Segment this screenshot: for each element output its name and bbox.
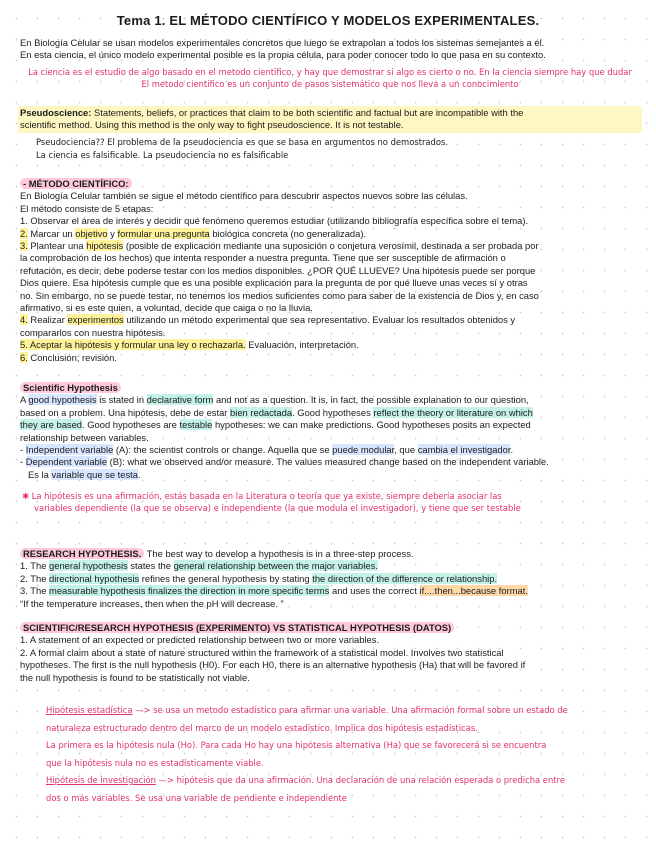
step-2: 2. Marcar un objetivo y formular una pregunta biológica concreta (no generalizada). [20, 227, 367, 239]
research-heading: RESEARCH HYPOTHESIS. [20, 548, 144, 559]
statistics-handwritten-note: Hipótesis estadística —> se usa un metodo estadístico para afirmar una variable. Una afirmación formal sobre un estado de naturaleza estructurado dentro del marco de un modelo estadístico. Implica dos hipótesis estadísticas. La primera es la hipótesis nula (Ho). Para cada Ho hay una hipótesis alternativa (Ha) que se favorecerá si se encuentra que la hipótesis nula no es estadísticamente viable. Hipótesis de investigación —> hipótesis que da una afirmación. Una declaración de una relación esperada o predicha entre dos o más variables. Se usa una variable de pendiente e independiente [46, 705, 568, 803]
pseudoscience-label: Pseudoscience: [20, 107, 92, 118]
page-title: Tema 1. EL MÉTODO CIENTÍFICO Y MODELOS EXPERIMENTALES. [116, 13, 540, 28]
step-3: 3. Plantear una hipótesis (posible de explicación mediante una suposición o conjetura verosímil, destinada a ser probada por [20, 240, 539, 252]
vs-heading: SCIENTIFIC/RESEARCH HYPOTHESIS (EXPERIMENTO) VS STATISTICAL HYPOTHESIS (DATOS) [20, 622, 454, 633]
research-hypothesis-section: RESEARCH HYPOTHESIS. The best way to develop a hypothesis is in a three-step process. 1. The general hypothesis states the general relationship between the major variables. 2. The directional hypothesis refines the general hypothesis by stating the direction of the difference or relationship. 3. The measurable hypothesis finalizes the direction in more specific terms and uses the correct if....then...because format. “If the temperature increases, then when the pH will decrease. ” [20, 548, 528, 609]
pseudoscience-definition: Pseudoscience: Statements, beliefs, or practices that claim to be both scientific and factual but are incompatible with the scientific method. Using this method is the only way to fight pseudoscience. It is not testable. [18, 106, 642, 133]
hypothesis-heading: Scientific Hypothesis [20, 382, 121, 393]
intro-handwritten-note: La ciencia es el estudio de algo basado en el metodo cientifico, y hay que demostrar si algo es cierto o no. En la ciencia siempre hay que dudar El metodo cientifico es un conjunto de pasos sistemático que nos lleva a un conocimiento [28, 67, 632, 90]
pseudoscience-note: Pseudociencia?? El problema de la pseudociencia es que se basa en argumentos no demostrados. La ciencia es falsificable. La pseudociencia no es falsificable [36, 137, 449, 160]
hypothesis-handwritten-note: ✱ La hipótesis es una afirmación, estás basada en la Literatura o teoría que ya existe, siempre debería asociar las variables dependiente (la que se observa) e independiente (la que modula el investigador), y tiene que ser testable [22, 491, 521, 514]
intro-paragraph: En Biología Celular se usan modelos experimentales concretos que luego se extrapolan a todos los sistemas semejantes a él. En esta ciencia, el único modelo experimental posible es la propia célula, para poder conocer todo lo que pasa en su contexto. [20, 37, 546, 61]
scientific-hypothesis-section: Scientific Hypothesis A good hypothesis is stated in declarative form and not as a question. It is, in fact, the possible explanation to our question, based on a problem. Una hipótesis, debe de estar bien redactada. Good hypotheses reflect the theory or literature on which they are based. Good hypotheses are testable hypotheses: we can make predictions. Good hypotheses posits an expected relationship between variables. - Independent variable (A): the scientist controls or change. Aquella que se puede modular, que cambia el investigador. - Dependent variable (B): what we observed and/or measure. The values measured change based on the independent variable. Es la variable que se testa. [20, 382, 549, 480]
metodo-section: - MÉTODO CIENTÍFICO: En Biología Celular también se sigue el método científico para descubrir aspectos nuevos sobre las células. El método consiste de 5 etapas: 1. Observar el área de interés y decidir qué fenómeno queremos estudiar (utilizando bibliografía específica sobre el tema). 2. Marcar un objetivo y formular una pregunta biológica concreta (no generalizada). 3. Plantear una hipótesis (posible de explicación mediante una suposición o conjetura verosímil, destinada a ser probada por la comprobación de los hechos) que intenta responder a nuestra pregunta. Tiene que ser susceptible de afirmación o refutación, es decir, debe poderse testar con los medios disponibles. ¿POR QUÉ LLUEVE? Una hipótesis puede ser porque Dios quiere. Esa hipótesis cumple que es una posible explicación para la pregunta de por qué llueve unas veces sí y otras no. Sin embargo, no se puede testar, no tenemos los medios suficientes como para saber de la existencia de Dios y, en caso afirmativo, si es este quien, a voluntad, decide que caiga o no la lluvia. 4. Realizar experimentos utilizando un método experimental que sea representativo. Evaluar los resultados obtenidos y compararlos con nuestra hipótesis. 5. Aceptar la hipótesis y formular una ley o rechazarla. Evaluación, interpretación. 6. Conclusión; revisión. [20, 178, 640, 364]
step-4: 4. Realizar experimentos utilizando un método experimental que sea representativo. Evaluar los resultados obtenidos y [20, 314, 516, 326]
step-5: 5. Aceptar la hipótesis y formular una ley o rechazarla. Evaluación, interpretación. [20, 339, 359, 351]
step-1: 1. Observar el área de interés y decidir qué fenómeno queremos estudiar (utilizando bibliografía específica sobre el tema). [20, 215, 529, 227]
metodo-heading: - MÉTODO CIENTÍFICO: [20, 178, 132, 189]
vs-section: SCIENTIFIC/RESEARCH HYPOTHESIS (EXPERIMENTO) VS STATISTICAL HYPOTHESIS (DATOS) 1. A statement of an expected or predicted relationship between two or more variables. 2. A formal claim about a state of nature structured within the framework of a statistical model. Involves two statistical hypotheses. The first is the null hypothesis (H0). For each H0, there is an alternative hypothesis (Ha) that will be favored if the null hypothesis is found to be statistically not viable. [20, 622, 526, 683]
step-6: 6. Conclusión; revisión. [20, 351, 117, 363]
